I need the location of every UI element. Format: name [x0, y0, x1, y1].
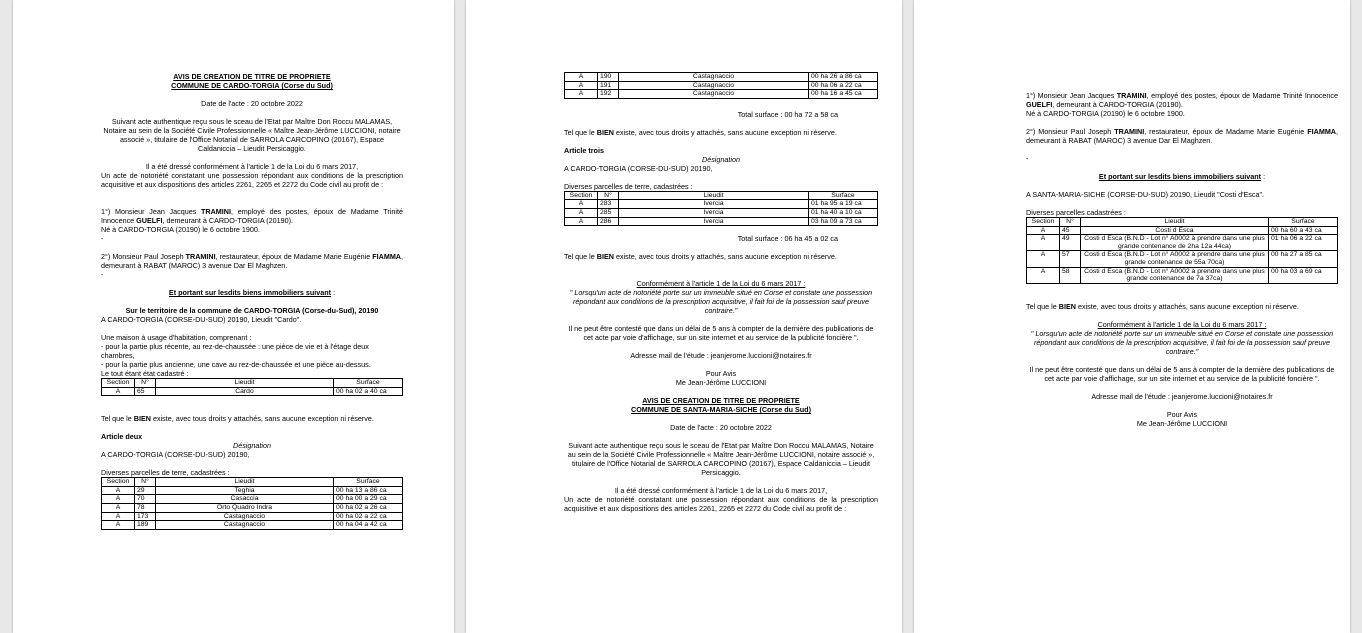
designation-label: Désignation — [233, 441, 271, 451]
cadastre-table-3 — [564, 191, 878, 226]
table-row: A 49 Costi d Esca (B.N.D - Lot n° A0002 à prendre dans une plus grande contenance de 2ha 12a 44ca) 01 ha 06 a 22 ca — [1027, 235, 1338, 251]
territory-heading: Sur le territoire de la commune de CARDO-TORGIA (Corse-du-Sud), 20190 — [125, 306, 379, 315]
intro-paragraph: Suivant acte authentique reçu sous le sceau de l'Etat par Maître Don Roccu MALAMAS, Notaire au sein de la Société Civile Professionnelle « Maître Jean-Jérôme LUCCIONI, notaire associé », titulaire de l'Office Notarial de SARROLA CARCOPINO (20167), Espace Caldaniccia – Lieudit Persicaggio. — [567, 441, 875, 478]
property-clause: Tel que le BIEN existe, avec tous droits y attachés, sans aucune exception ni réserve. — [1026, 301, 1299, 311]
law-quote: " Lorsqu'un acte de notoriété porte sur un immeuble situé en Corse et constate une possession répondant aux conditions de la prescription acquisitive, il fait foi de la possession sauf preuve contraire." — [569, 288, 873, 316]
table-header-row: Section N° Lieudit Surface — [1027, 218, 1338, 227]
lieudit-line: A CARDO-TORGIA (CORSE-DU-SUD) 20190, Lieudit "Cardo". — [101, 315, 302, 324]
table-row: A 189 Castagnaccio 00 ha 04 a 42 ca — [102, 521, 403, 530]
properties-heading: Et portant sur lesdits biens immobiliers suivant : — [168, 288, 336, 297]
parcels-label: Diverses parcelles de terre, cadastrées : — [101, 468, 230, 478]
table-row: A 57 Costi d Esca (B.N.D - Lot n° A0002 à prendre dans une plus grande contenance de 55a 70ca) 00 ha 27 a 85 ca — [1027, 251, 1338, 267]
property-clause: Tel que le BIEN existe, avec tous droits y attachés, sans aucune exception ni réserve. — [101, 414, 374, 424]
act-date: Date de l'acte : 20 octobre 2022 — [201, 99, 303, 108]
beneficiary-1: 1°) Monsieur Jean Jacques TRAMINI, employé des postes, époux de Madame Trinité Innocence GUELFI, demeurant à CARDO-TORGIA (20190). — [1026, 91, 1338, 109]
table-row: A 78 Orto Quadro Indra 00 ha 02 a 26 ca — [102, 503, 403, 512]
table-row: A 283 Ivercia 01 ha 95 a 19 ca — [565, 200, 878, 209]
law-conformity: Conformément à l'article 1 de la Loi du 6 mars 2017 : — [1097, 319, 1267, 329]
separator-dash: - — [101, 234, 104, 243]
separator-dash: - — [1026, 154, 1029, 163]
cadastre-table-2-continued — [564, 72, 878, 99]
table-header-row: Section N° Lieudit Surface — [102, 478, 403, 487]
house-description: Une maison à usage d'habitation, comprenant : — [101, 333, 252, 342]
law-reference: Il a été dressé conformément à l'article 1 de la Loi du 6 mars 2017, — [614, 486, 828, 496]
parcels-label: Diverses parcelles cadastrées : — [1026, 208, 1126, 217]
notoriety-paragraph: Un acte de notoriété constatant une possession répondant aux conditions de la prescription acquisitive et aux dispositions des articles 2261, 2265 et 2272 du Code civil au profit de : — [101, 171, 403, 189]
notice-title: AVIS DE CREATION DE TITRE DE PROPRIETE — [173, 72, 331, 81]
house-recent-part: - pour la partie plus récente, au rez-de-chaussée : une pièce de vie et à l'étage deux chambres, — [101, 342, 369, 360]
page-2-content — [564, 0, 878, 513]
notice-commune: COMMUNE DE SANTA-MARIA-SICHE (Corse du Sud) — [631, 405, 811, 415]
document-page-2 — [466, 0, 902, 633]
table-row: A 173 Castagnaccio 00 ha 02 a 22 ca — [102, 512, 403, 521]
house-old-part: - pour la partie plus ancienne, une cave au rez-de-chaussée et une pièce au-dessus. — [101, 360, 371, 369]
table-row: A 29 Teghia 00 ha 13 a 86 ca — [102, 486, 403, 495]
law-reference: Il a été dressé conformément à l'article 1 de la Loi du 6 mars 2017, — [145, 162, 359, 171]
page-3-content — [1026, 0, 1338, 428]
cadastre-table-4 — [1026, 217, 1338, 284]
property-clause: Tel que le BIEN existe, avec tous droits y attachés, sans aucune exception ni réserve. — [564, 252, 837, 262]
designation-line: A CARDO-TORGIA (CORSE-DU-SUD) 20190, — [101, 450, 250, 460]
designation-label: Désignation — [702, 154, 740, 164]
office-email: Adresse mail de l'étude : jeanjerome.luccioni@notaires.fr — [630, 351, 812, 361]
parcels-label: Diverses parcelles de terre, cadastrées : — [564, 181, 693, 191]
notary-signature: Me Jean-Jérôme LUCCIONI — [675, 378, 767, 388]
beneficiary-2: 2°) Monsieur Paul Joseph TRAMINI, restaurateur, époux de Madame Marie Eugénie FIAMMA, demeurant à RABAT (MAROC) 3 avenue Dar El Maghzen. — [101, 252, 403, 270]
page-1-content — [101, 0, 403, 530]
article-three-heading: Article trois — [564, 145, 604, 155]
document-page-1 — [13, 0, 454, 633]
document-page-3 — [914, 0, 1350, 633]
law-conformity: Conformément à l'article 1 de la Loi du 6 mars 2017 : — [636, 279, 806, 289]
beneficiary-1: 1°) Monsieur Jean Jacques TRAMINI, employé des postes, époux de Madame Trinité Innocence GUELFI, demeurant à CARDO-TORGIA (20190). — [101, 207, 403, 225]
table-row: A 190 Castagnaccio 00 ha 26 a 86 ca — [565, 73, 878, 82]
property-clause: Tel que le BIEN existe, avec tous droits y attachés, sans aucune exception ni réserve. — [564, 127, 837, 137]
table-header-row: Section N° Lieudit Surface — [565, 191, 878, 200]
law-quote: " Lorsqu'un acte de notoriété porte sur un immeuble situé en Corse et constate une possession répondant aux conditions de la prescription acquisitive, il fait foi de la possession sauf preuve contraire." — [1030, 328, 1334, 356]
table-header-row: Section N° Lieudit Surface — [102, 379, 403, 388]
notice-commune: COMMUNE DE CARDO-TORGIA (Corse du Sud) — [171, 81, 333, 90]
notoriety-paragraph: Un acte de notoriété constatant une possession répondant aux conditions de la prescription acquisitive et aux dispositions des articles 2261, 2265 et 2272 du Code civil au profit de : — [564, 495, 878, 514]
table-row: A 65 Cardo 00 ha 02 a 40 ca — [102, 387, 403, 396]
table-row: A 45 Costi d Esca 00 ha 60 a 43 ca — [1027, 226, 1338, 235]
total-surface: Total surface : 00 ha 72 a 58 ca — [737, 109, 838, 119]
article-two-heading: Article deux — [101, 432, 143, 442]
office-email: Adresse mail de l'étude : jeanjerome.luccioni@notaires.fr — [1091, 391, 1273, 401]
contest-delay: Il ne peut être contesté que dans un délai de 5 ans à compter de la dernière des publications de cet acte par voie d'affichage, sur un site internet et au service de la publicité foncière ". — [1029, 364, 1335, 383]
intro-paragraph: Suivant acte authentique reçu sous le sceau de l'Etat par Maître Don Roccu MALAMAS, Notaire au sein de la Société Civile Professionnelle « Maître Jean-Jérôme LUCCIONI, notaire associé », titulaire de l'Office Notarial de SARROLA CARCOPINO (20167), Espace Caldaniccia – Lieudit Persicaggio. — [103, 117, 401, 153]
pour-avis: Pour Avis — [705, 369, 737, 379]
cadastre-label: Le tout étant état cadastré : — [101, 369, 189, 378]
designation-line: A CARDO-TORGIA (CORSE-DU-SUD) 20190, — [564, 163, 713, 173]
table-row: A 192 Castagnaccio 00 ha 16 a 45 ca — [565, 90, 878, 99]
lieudit-line: A SANTA-MARIA-SICHE (CORSE-DU-SUD) 20190, Lieudit "Costi d'Esca". — [1026, 190, 1265, 199]
pour-avis: Pour Avis — [1166, 409, 1198, 419]
table-row: A 70 Casaccia 00 ha 00 a 29 ca — [102, 495, 403, 504]
act-date: Date de l'acte : 20 octobre 2022 — [670, 423, 772, 433]
table-row: A 58 Costi d Esca (B.N.D - Lot n° A0002 à prendre dans une plus grande contenance de 7a 37ca) 00 ha 03 a 69 ca — [1027, 267, 1338, 283]
beneficiary-1-birth: Né à CARDO-TORGIA (20190) le 6 octobre 1900. — [101, 225, 260, 234]
separator-dash: - — [101, 270, 104, 279]
table-row: A 286 Ivercia 03 ha 09 a 73 ca — [565, 217, 878, 226]
cadastre-table-1 — [101, 378, 403, 396]
notice-title: AVIS DE CREATION DE TITRE DE PROPRIETE — [642, 396, 800, 406]
beneficiary-2: 2°) Monsieur Paul Joseph TRAMINI, restaurateur, époux de Madame Marie Eugénie FIAMMA, demeurant à RABAT (MAROC) 3 avenue Dar El Maghzen. — [1026, 127, 1338, 145]
table-row: A 285 Ivercia 01 ha 40 a 10 ca — [565, 208, 878, 217]
properties-heading: Et portant sur lesdits biens immobiliers suivant : — [1098, 172, 1266, 181]
cadastre-table-2 — [101, 477, 403, 530]
contest-delay: Il ne peut être contesté que dans un délai de 5 ans à compter de la dernière des publications de cet acte par voie d'affichage, sur un site internet et au service de la publicité foncière ". — [568, 324, 874, 343]
notary-signature: Me Jean-Jérôme LUCCIONI — [1136, 418, 1228, 428]
beneficiary-1-birth: Né à CARDO-TORGIA (20190) le 6 octobre 1900. — [1026, 109, 1185, 118]
total-surface: Total surface : 06 ha 45 a 02 ca — [737, 234, 838, 244]
table-row: A 191 Castagnaccio 00 ha 06 a 22 ca — [565, 81, 878, 90]
